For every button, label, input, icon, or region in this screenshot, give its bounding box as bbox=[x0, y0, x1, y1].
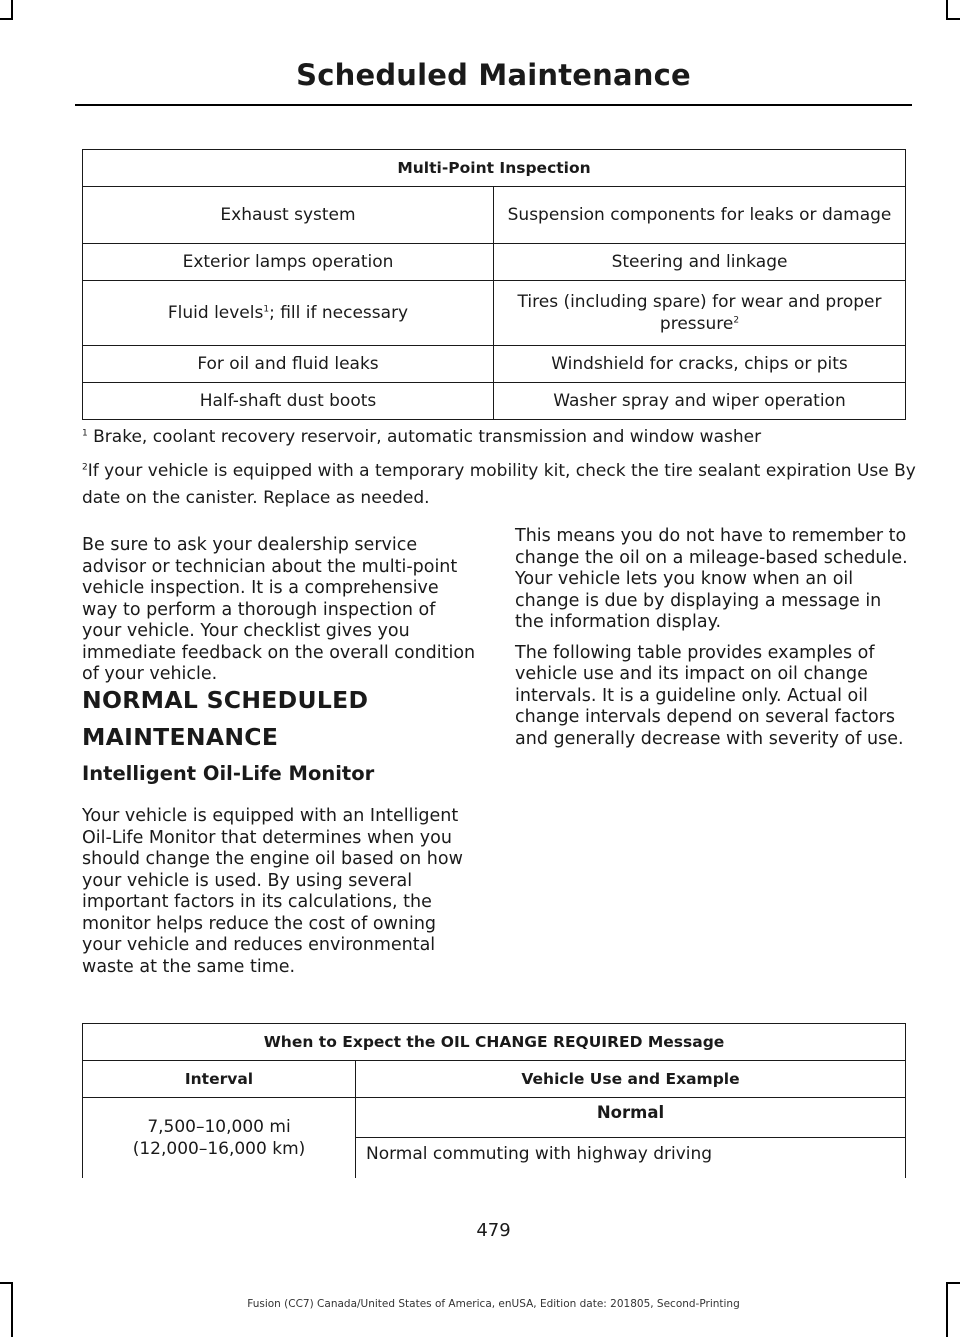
multi-point-inspection-table bbox=[82, 149, 906, 420]
section-heading-line: NORMAL SCHEDULED bbox=[82, 686, 369, 714]
paragraph: Be sure to ask your dealership service advisor or technician about the multi-point vehicle inspection. It is a comprehensive way to perform a thorough inspection of your vehicle. Your checklist gives you immediate feedback on the overall condition of your vehicle. bbox=[82, 535, 476, 684]
section-heading bbox=[82, 682, 368, 756]
table-title: When to Expect the OIL CHANGE REQUIRED Message bbox=[83, 1024, 906, 1061]
footnote-mark: 2 bbox=[82, 462, 88, 473]
table-row bbox=[83, 383, 906, 420]
page-title: Scheduled Maintenance bbox=[296, 58, 691, 92]
table-cell: Steering and linkage bbox=[494, 244, 906, 281]
paragraph: The following table provides examples of vehicle use and its impact on oil change intervals. It is a guideline only. Actual oil change intervals depend on several factors and generally decrease with severity of use. bbox=[515, 642, 904, 749]
table-cell bbox=[83, 281, 494, 346]
cell-text: pressure bbox=[659, 314, 734, 334]
table-row bbox=[83, 281, 906, 346]
footnote-2 bbox=[82, 458, 917, 512]
footnote-ref: 1 bbox=[263, 304, 270, 315]
column-header-interval: Interval bbox=[83, 1061, 356, 1098]
interval-km: (12,000–16,000 km) bbox=[132, 1139, 306, 1159]
table-row bbox=[83, 244, 906, 281]
table-cell: Windshield for cracks, chips or pits bbox=[494, 346, 906, 383]
table-cell: Exhaust system bbox=[83, 187, 494, 244]
table-cell: For oil and fluid leaks bbox=[83, 346, 494, 383]
crop-mark bbox=[11, 0, 13, 20]
subheading: Intelligent Oil-Life Monitor bbox=[82, 762, 375, 785]
oil-change-table bbox=[82, 1023, 906, 1178]
table-row bbox=[83, 187, 906, 244]
footnote-text: Brake, coolant recovery reservoir, automatic transmission and window washer bbox=[87, 427, 762, 447]
crop-mark bbox=[946, 0, 948, 20]
crop-mark bbox=[946, 18, 960, 20]
crop-mark bbox=[0, 1282, 13, 1284]
vehicle-use-category: Normal bbox=[356, 1098, 906, 1138]
footnote-1 bbox=[82, 424, 917, 451]
page-footer: Fusion (CC7) Canada/United States of America, enUSA, Edition date: 201805, Second-Printing bbox=[247, 1298, 740, 1310]
table-title: Multi-Point Inspection bbox=[83, 150, 906, 187]
table-cell bbox=[494, 281, 906, 346]
left-column-intro bbox=[82, 535, 477, 686]
paragraph: Your vehicle is equipped with an Intelligent Oil-Life Monitor that determines when you should change the engine oil based on how your vehicle is used. By using several important factors in its calculations, the monitor helps reduce the cost of owning your vehicle and reduces environmental waste at the same time. bbox=[82, 806, 463, 977]
table-cell: Exterior lamps operation bbox=[83, 244, 494, 281]
crop-mark bbox=[946, 1282, 960, 1284]
left-column-body bbox=[82, 806, 477, 978]
interval-cell bbox=[83, 1098, 356, 1179]
table-row bbox=[83, 346, 906, 383]
crop-mark bbox=[0, 18, 13, 20]
table-row bbox=[83, 1098, 906, 1138]
right-column bbox=[515, 526, 910, 750]
section-heading-line: MAINTENANCE bbox=[82, 723, 279, 751]
interval-miles: 7,500–10,000 mi bbox=[147, 1117, 291, 1137]
footnote-mark: 1 bbox=[82, 428, 88, 439]
vehicle-use-example: Normal commuting with highway driving bbox=[356, 1138, 906, 1179]
cell-text: Tires (including spare) for wear and proper bbox=[517, 292, 882, 312]
page-number: 479 bbox=[476, 1220, 511, 1241]
cell-text: ; fill if necessary bbox=[269, 303, 409, 323]
cell-text: Fluid levels bbox=[167, 303, 264, 323]
table-cell: Suspension components for leaks or damage bbox=[494, 187, 906, 244]
footnote-ref: 2 bbox=[733, 315, 740, 326]
table-header-row bbox=[83, 1061, 906, 1098]
column-header-vehicle-use: Vehicle Use and Example bbox=[356, 1061, 906, 1098]
paragraph: This means you do not have to remember to change the oil on a mileage-based schedule. Your vehicle lets you know when an oil change is due by displaying a message in the information display. bbox=[515, 526, 908, 632]
footnote-text: If your vehicle is equipped with a temporary mobility kit, check the tire sealant expiration Use By date on the canister. Replace as needed. bbox=[82, 461, 916, 508]
table-cell: Half-shaft dust boots bbox=[83, 383, 494, 420]
table-cell: Washer spray and wiper operation bbox=[494, 383, 906, 420]
title-divider bbox=[75, 104, 912, 106]
